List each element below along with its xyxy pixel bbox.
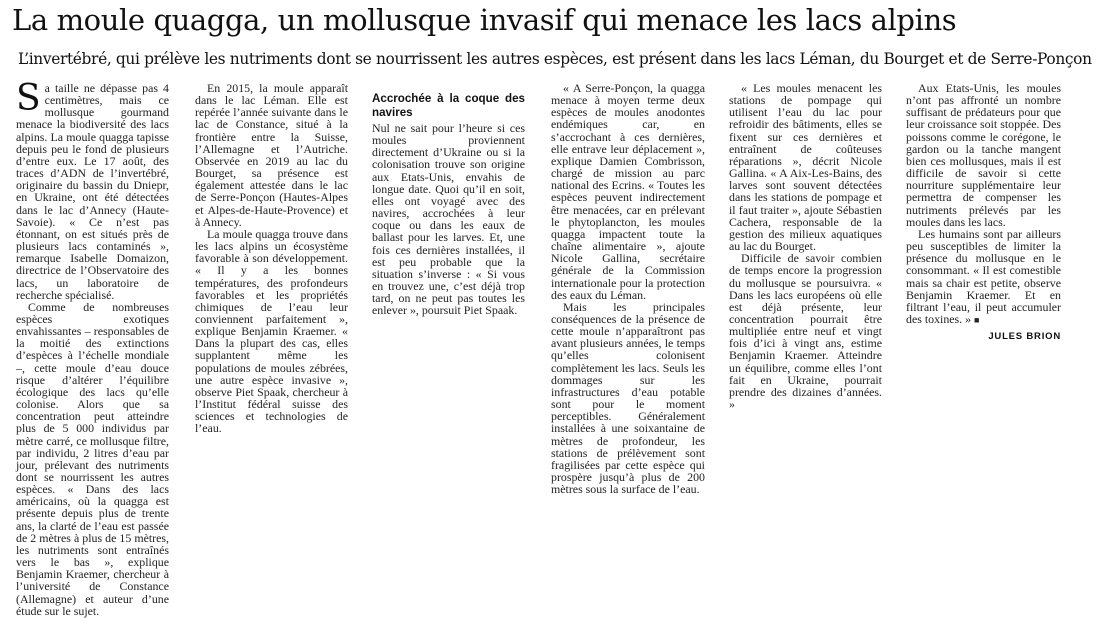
article-paragraph bbox=[16, 301, 169, 617]
paragraph-text-1: a taille ne dépasse pas 4 centimètres, mais ce mollusque gourmand menace la biodiversité des lacs alpins. La moule quagga tapisse depuis peu le fond de plusieurs d’entre eux. Le 17 août, des traces d’ADN de l’invertébré, originaire du bassin du Dniepr, en Ukraine, ont été détectées dans le lac d’Annecy (Haute-Savoie). « Ce n’est pas étonnant, on est situés près de plusieurs lacs contaminés », remarque Isabelle Domaizon, directrice de l’Observatoire des lacs, un laboratoire de recherche spécialisé. bbox=[16, 81, 169, 302]
paragraph-text-4: La moule quagga trouve dans les lacs alpins un écosystème favorable à son développement. « Il y a les bonnes températures, des profondeurs favorables et les propriétés chimiques de l’eau leur conviennent parfaitement », explique Benjamin Kraemer. « Dans la plupart des cas, elles supplantent même les populations de moules zébrées, une autre espèce invasive », observe Piet Spaak, chercheur à l’Institut fédéral suisse des sciences et technologies de l’eau. bbox=[195, 226, 348, 436]
paragraph-text-9: Difficile de savoir combien de temps encore la progression du mollusque se poursuivra. « Dans les lacs européens où elle est déjà présente, leur concentration pourrait être multipliée entre neuf et vingt fois d’ici à vingt ans, estime Benjamin Kraemer. Atteindre un équilibre, comme elles l’ont fait en Ukraine, pourrait prendre des dizaines d’années. » bbox=[729, 251, 882, 412]
article-column-3 bbox=[372, 82, 525, 317]
drop-cap: S bbox=[16, 78, 41, 119]
paragraph-text-7: Mais les principales conséquences de la présence de cette moule n’apparaîtront pas avant plusieurs années, le temps qu’elles colonisent complètement les lacs. Seuls les dommages sur les infrastructures d’eau potable sont pour le moment perceptibles. Généralement installées à une soixantaine de mètres de profondeur, les stations de prélèvement sont fragilisées par cette espèce qui prospère jusqu’à plus de 200 mètres sous la surface de l’eau. bbox=[551, 299, 705, 497]
paragraph-text-5: Nul ne sait pour l’heure si ces moules proviennent directement d’Ukraine ou si la colonisation trouve son origine aux Etats-Unis, envahis de longue date. Quoi qu’il en soit, elles ont voyagé avec des navires, accrochées à leur coque ou dans les eaux de ballast pour les larves. Et, une fois ces dernières installées, il est peu probable que la situation s’inverse : « Si vous en trouvez une, c’est déjà trop tard, on ne peut pas toutes les enlever », poursuit Piet Spaak. bbox=[372, 121, 525, 318]
article-paragraph bbox=[906, 228, 1061, 326]
article-paragraph bbox=[906, 82, 1061, 228]
article-subheading: Accrochée à la coque des navires bbox=[372, 92, 525, 119]
paragraph-text-11: Les humains sont par ailleurs peu susceptibles de limiter la présence du mollusque en le consommant. « Il est comestible mais sa chair est petite, observe Benjamin Kraemer. Et en filtrant l’eau, il peut accumuler des toxines. » bbox=[906, 226, 1061, 326]
article-paragraph bbox=[551, 301, 705, 496]
article-paragraph bbox=[195, 82, 348, 228]
article-column-2 bbox=[195, 82, 348, 435]
article-headline: La moule quagga, un mollusque invasif qui menace les lacs alpins bbox=[12, 3, 957, 37]
article-paragraph bbox=[16, 78, 169, 302]
author-byline: JULES BRION bbox=[988, 331, 1061, 343]
article-column-4 bbox=[551, 82, 705, 495]
paragraph-text-3: En 2015, la moule apparaît dans le lac Léman. Elle est repérée l’année suivante dans le lac de Constance, situé à la frontière entre la Suisse, l’Allemagne et l’Autriche. Observée en 2019 au lac du Bourget, sa présence est également attestée dans le lac de Serre-Ponçon (Hautes-Alpes et Alpes-de-Haute-Provence) et à Annecy. bbox=[195, 81, 348, 229]
article-column-5 bbox=[729, 82, 882, 410]
end-of-article-mark: ■ bbox=[974, 314, 980, 325]
article-column-1 bbox=[16, 78, 169, 618]
paragraph-text-6: « A Serre-Ponçon, la quagga menace à moyen terme deux espèces de moules anodontes endémiques car, en s’accrochant à ces dernières, elle entrave leur déplacement », explique Damien Combrisson, chargé de mission au parc national des Ecrins. « Toutes les espèces peuvent indirectement être menacées, car en prélevant le phytoplancton, les moules quagga impactent toute la chaîne alimentaire », ajoute Nicole Gallina, secrétaire générale de la Commission internationale pour la protection des eaux du Léman. bbox=[551, 81, 705, 302]
article-paragraph bbox=[729, 82, 882, 252]
article-column-6 bbox=[906, 82, 1061, 343]
article-paragraph bbox=[729, 252, 882, 410]
article-paragraph bbox=[551, 82, 705, 301]
article-lede: L’invertébré, qui prélève les nutriments dont se nourrissent les autres espèces, est présent dans les lacs Léman, du Bourget et de Serre-Ponçon bbox=[18, 50, 1092, 68]
paragraph-text-2: Comme de nombreuses espèces exotiques envahissantes – responsables de la moitié des extinctions d’espèces à l’échelle mondiale –, cette moule d’eau douce risque d’altérer l’équilibre écologique des lacs qu’elle colonise. Alors que sa concentration peut atteindre plus de 5 000 individus par mètre carré, ce mollusque filtre, par individu, 2 litres d’eau par jour, prélevant des nutriments dont se nourrissent les autres espèces. « Dans des lacs américains, où la quagga est présente depuis plus de trente ans, la clarté de l’eau est passée de 2 mètres à plus de 15 mètres, les nutriments sont entraînés vers le bas », explique Benjamin Kraemer, chercheur à l’université de Constance (Allemagne) et auteur d’une étude sur le sujet. bbox=[16, 299, 169, 618]
article-paragraph bbox=[372, 122, 525, 317]
article-paragraph bbox=[195, 228, 348, 435]
signature-line bbox=[906, 329, 1061, 343]
paragraph-text-10: Aux Etats-Unis, les moules n’ont pas affronté un nombre suffisant de prédateurs pour que leur croissance soit stoppée. Des poissons comme le corégone, le gardon ou la tanche mangent bien ces mollusques, mais il est difficile de savoir si cette nourriture supplémentaire leur permettra de compenser les nutriments prélevés par les moules dans les lacs. bbox=[906, 81, 1061, 229]
paragraph-text-8: « Les moules menacent les stations de pompage qui utilisent l’eau du lac pour refroidir des bâtiments, elles se fixent sur ces dernières et entraînent de coûteuses réparations », décrit Nicole Gallina. « A Aix-Les-Bains, des larves sont souvent détectées dans les stations de pompage et il faut traiter », ajoute Sébastien Cachera, responsable de la gestion des milieux aquatiques au lac du Bourget. bbox=[729, 81, 882, 254]
